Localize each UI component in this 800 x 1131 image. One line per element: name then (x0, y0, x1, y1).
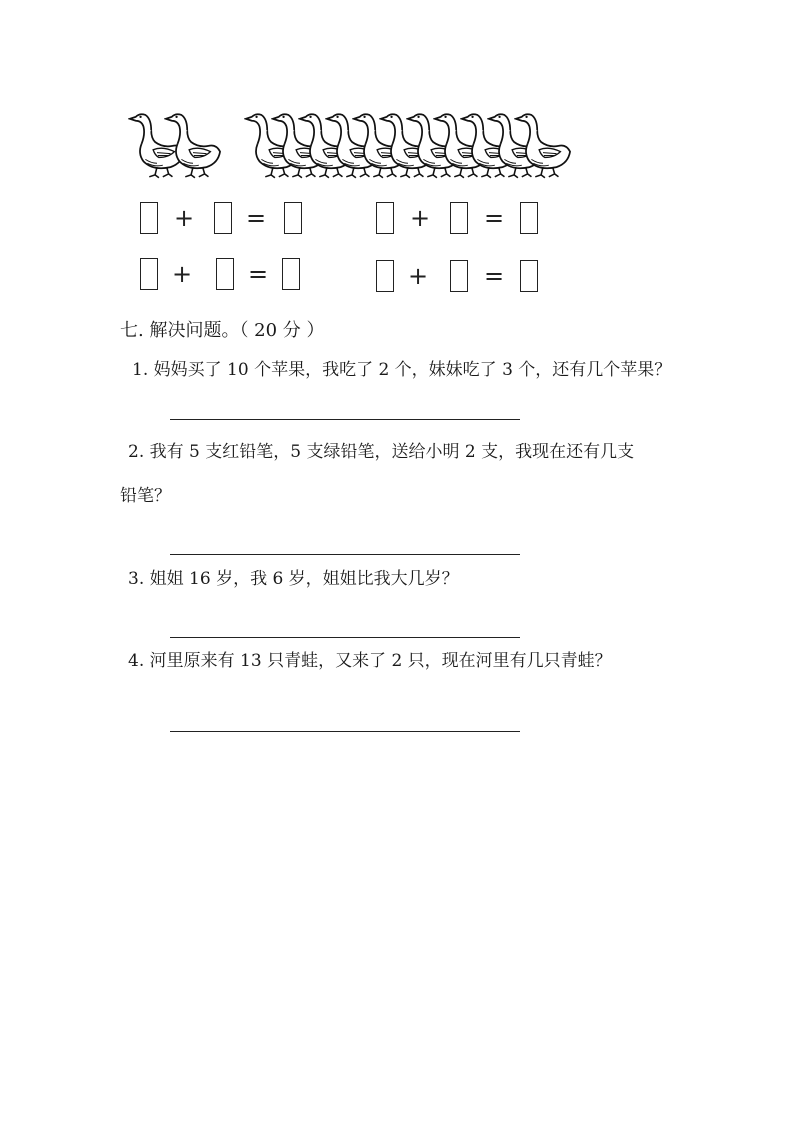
answer-box[interactable] (282, 258, 300, 290)
plus-sign: + (174, 204, 195, 232)
geese-group-right (244, 102, 574, 182)
answer-box[interactable] (450, 260, 468, 292)
question-4: 4. 河里原来有 13 只青蛙，又来了 2 只，现在河里有几只青蛙？ (128, 651, 612, 671)
goose-icon (514, 102, 572, 182)
geese-group-left (128, 102, 238, 182)
equals-sign: = (484, 204, 505, 232)
question-2: 2. 我有 5 支红铅笔，5 支绿铅笔，送给小明 2 支，我现在还有几支 (128, 442, 635, 462)
answer-box[interactable] (376, 260, 394, 292)
answer-box[interactable] (284, 202, 302, 234)
answer-line-4[interactable] (170, 731, 520, 732)
answer-box[interactable] (376, 202, 394, 234)
answer-box[interactable] (216, 258, 234, 290)
answer-box[interactable] (140, 258, 158, 290)
answer-line-2[interactable] (170, 554, 520, 555)
question-1: 1. 妈妈买了 10 个苹果，我吃了 2 个，妹妹吃了 3 个，还有几个苹果？ (132, 360, 672, 380)
equals-sign: = (484, 262, 505, 290)
equals-sign: = (246, 204, 267, 232)
answer-line-3[interactable] (170, 637, 520, 638)
answer-box[interactable] (450, 202, 468, 234)
question-3: 3. 姐姐 16 岁，我 6 岁，姐姐比我大几岁？ (128, 569, 459, 589)
answer-box[interactable] (520, 202, 538, 234)
equals-sign: = (248, 260, 269, 288)
answer-box[interactable] (214, 202, 232, 234)
answer-box[interactable] (140, 202, 158, 234)
question-2-continued: 铅笔？ (120, 486, 171, 506)
goose-icon (164, 102, 222, 182)
answer-line-1[interactable] (170, 419, 520, 420)
answer-box[interactable] (520, 260, 538, 292)
plus-sign: + (410, 204, 431, 232)
section-title: 七. 解决问题。（ 20 分 ） (120, 320, 325, 341)
plus-sign: + (172, 260, 193, 288)
plus-sign: + (408, 262, 429, 290)
